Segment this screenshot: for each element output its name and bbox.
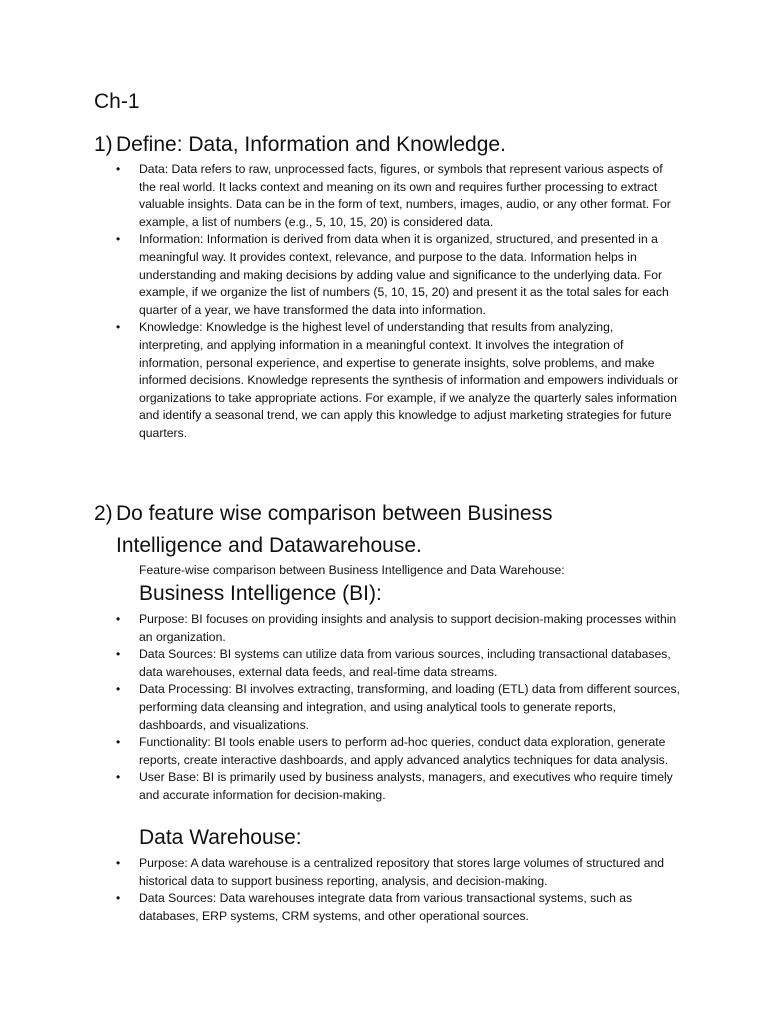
list-item: • Purpose: BI focuses on providing insights and analysis to support decision-making processes within an organization. xyxy=(139,611,684,646)
list-item: • Functionality: BI tools enable users to perform ad-hoc queries, conduct data exploration, generate reports, create interactive dashboards, and apply advanced analytics techniques for data analysis. xyxy=(139,734,684,769)
comparison-intro: Feature-wise comparison between Business Intelligence and Data Warehouse: xyxy=(139,563,565,577)
dw-heading: Data Warehouse: xyxy=(139,826,302,849)
list-item: • User Base: BI is primarily used by business analysts, managers, and executives who require timely and accurate information for decision-making. xyxy=(139,769,684,804)
dw-features-list xyxy=(139,855,684,925)
question-2-number: 2) xyxy=(94,502,113,525)
list-item: • Data Sources: Data warehouses integrate data from various transactional systems, such as databases, ERP systems, CRM systems, and other operational sources. xyxy=(139,890,684,925)
list-item: • Information: Information is derived from data when it is organized, structured, and presented in a meaningful way. It provides context, relevance, and purpose to the data. Information helps in understanding and making decisions by adding value and significance to the underlying data. For example, if we organize the list of numbers (5, 10, 15, 20) and present it as the total sales for each quarter of a year, we have transformed the data into information. xyxy=(139,231,679,319)
bi-features-list xyxy=(139,611,684,805)
list-item: • Purpose: A data warehouse is a centralized repository that stores large volumes of structured and historical data to support business reporting, analysis, and decision-making. xyxy=(139,855,684,890)
question-1-title: Define: Data, Information and Knowledge. xyxy=(116,133,506,156)
definitions-list xyxy=(139,161,679,443)
bi-heading: Business Intelligence (BI): xyxy=(139,582,382,605)
question-1-heading xyxy=(94,129,506,161)
question-2-title-line2: Intelligence and Datawarehouse. xyxy=(116,534,422,557)
list-item: • Data Processing: BI involves extracting, transforming, and loading (ETL) data from different sources, performing data cleansing and integration, and using analytical tools to generate reports, dashboards, and visualizations. xyxy=(139,681,684,734)
question-1-number: 1) xyxy=(94,133,113,156)
question-2-heading xyxy=(94,498,654,562)
chapter-title: Ch-1 xyxy=(94,90,140,113)
list-item: • Data Sources: BI systems can utilize data from various sources, including transactional databases, data warehouses, external data feeds, and real-time data streams. xyxy=(139,646,684,681)
question-2-title-line1: Do feature wise comparison between Business xyxy=(116,502,553,525)
list-item: • Data: Data refers to raw, unprocessed facts, figures, or symbols that represent various aspects of the real world. It lacks context and meaning on its own and requires further processing to extract valuable insights. Data can be in the form of text, numbers, images, audio, or any other format. For example, a list of numbers (e.g., 5, 10, 15, 20) is considered data. xyxy=(139,161,679,231)
list-item: • Knowledge: Knowledge is the highest level of understanding that results from analyzing, interpreting, and applying information in a meaningful context. It involves the integration of information, personal experience, and expertise to generate insights, solve problems, and make informed decisions. Knowledge represents the synthesis of information and empowers individuals or organizations to take appropriate actions. For example, if we analyze the quarterly sales information and identify a seasonal trend, we can apply this knowledge to adjust marketing strategies for future quarters. xyxy=(139,319,679,442)
